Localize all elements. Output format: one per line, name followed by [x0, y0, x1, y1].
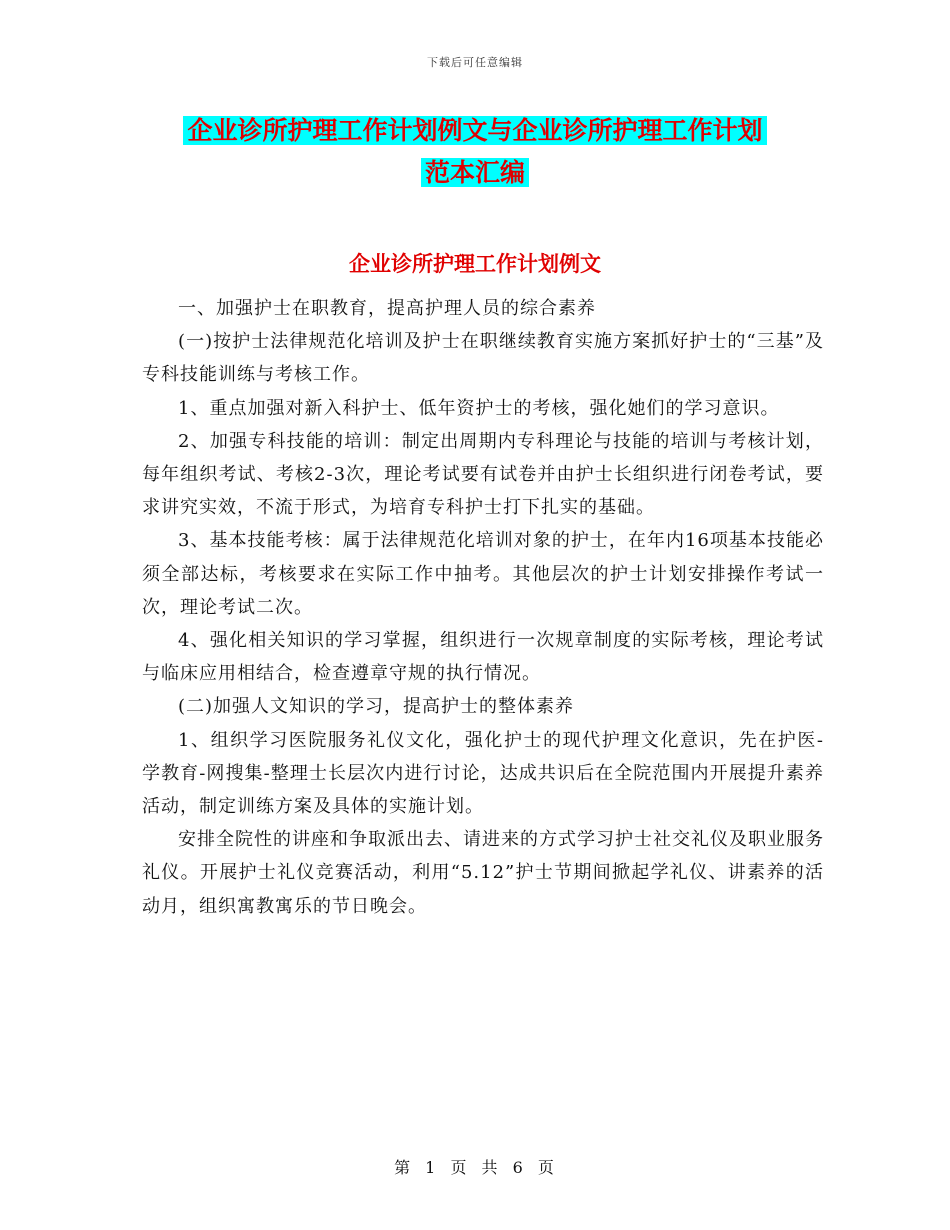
title-line-1: 企业诊所护理工作计划例文与企业诊所护理工作计划 [183, 116, 766, 145]
paragraph: (二)加强人文知识的学习，提高护士的整体素养 [178, 696, 575, 718]
paragraph: 一、加强护士在职教育，提高护理人员的综合素养 [178, 298, 596, 319]
paragraph: 1、重点加强对新入科护士、低年资护士的考核，强化她们的学习意识。 [178, 397, 780, 419]
page-number-footer: 第 1 页 共 6 页 [394, 1158, 556, 1177]
paragraph: 1、组织学习医院服务礼仪文化，强化护士的现代护理文化意识，先在护医-学教育-网搜集-整理士长层次内进行讨论，达成共识后在全院范围内开展提升素养活动，制定训练方案及具体的实施计划。 [142, 729, 824, 818]
section-heading: 企业诊所护理工作计划例文 [349, 252, 601, 276]
title-line-2: 范本汇编 [421, 158, 529, 187]
document-body [142, 292, 824, 923]
paragraph: 4、强化相关知识的学习掌握，组织进行一次规章制度的实际考核，理论考试与临床应用相结合，检查遵章守规的执行情况。 [142, 630, 824, 685]
paragraph: 3、基本技能考核：属于法律规范化培训对象的护士，在年内16项基本技能必须全部达标，考核要求在实际工作中抽考。其他层次的护士计划安排操作考试一次，理论考试二次。 [142, 530, 824, 618]
document-title [0, 110, 950, 194]
paragraph: 安排全院性的讲座和争取派出去、请进来的方式学习护士社交礼仪及职业服务礼仪。开展护士礼仪竞赛活动，利用“5.12”护士节期间掀起学礼仪、讲素养的活动月，组织寓教寓乐的节日晚会。 [142, 829, 824, 917]
paragraph: 2、加强专科技能的培训：制定出周期内专科理论与技能的培训与考核计划，每年组织考试、考核2-3次，理论考试要有试卷并由护士长组织进行闭卷考试，要求讲究实效，不流于形式，为培育专科护士打下扎实的基础。 [142, 430, 824, 519]
page-header-note: 下载后可任意编辑 [427, 56, 523, 69]
paragraph: (一)按护士法律规范化培训及护士在职继续教育实施方案抓好护士的“三基”及专科技能训练与考核工作。 [142, 331, 824, 386]
